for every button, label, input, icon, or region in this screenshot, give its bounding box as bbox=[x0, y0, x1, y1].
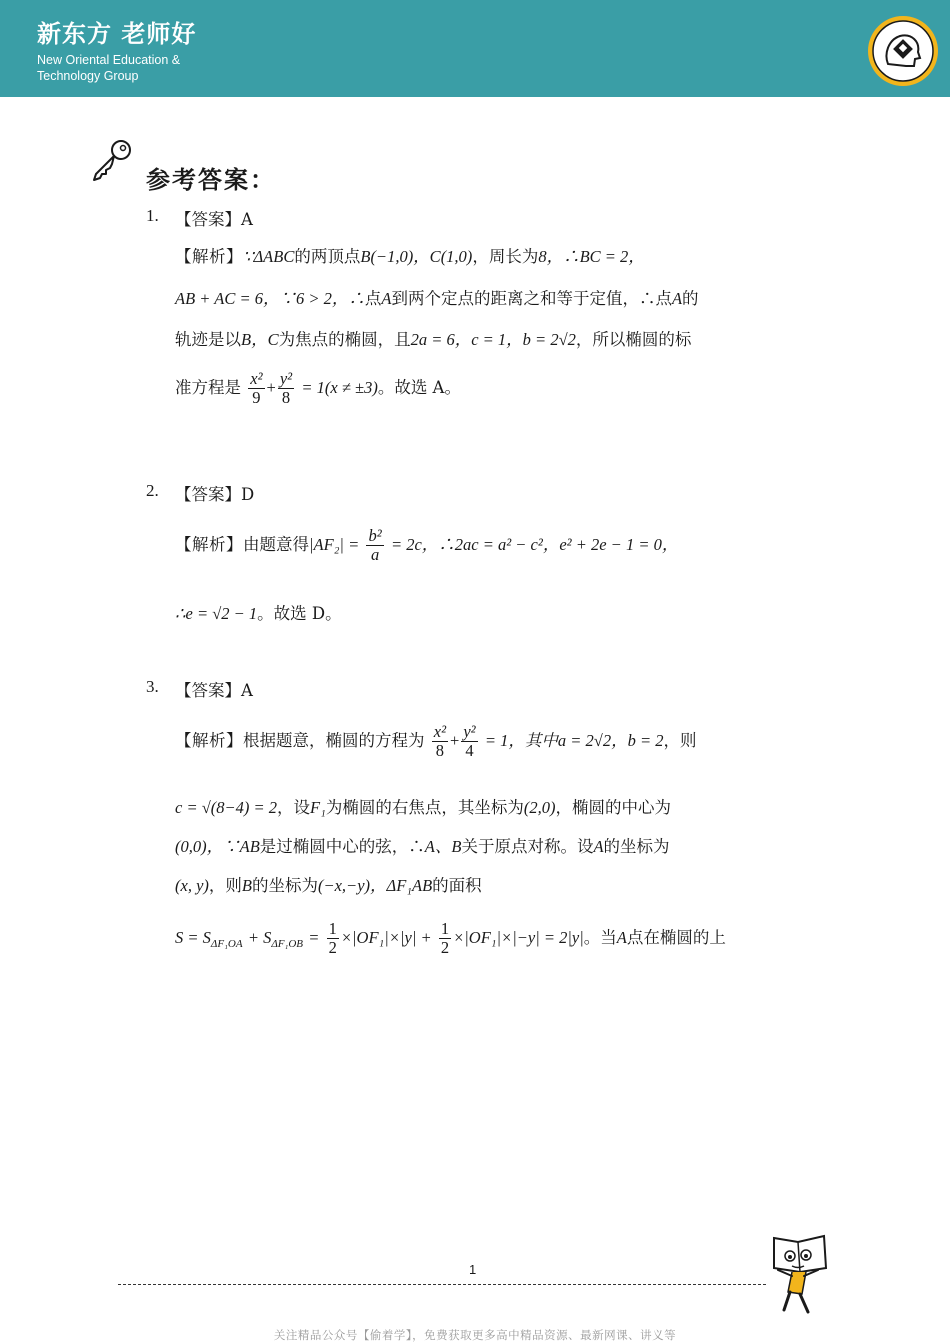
fraction bbox=[248, 370, 264, 407]
analysis-line-3 bbox=[175, 326, 691, 350]
fraction-numerator: 1 bbox=[440, 919, 450, 938]
math-expr: (−x,−y)，ΔF₁AB bbox=[317, 876, 433, 895]
math-expr: c = √(8−4) = 2 bbox=[175, 798, 278, 817]
fraction bbox=[278, 370, 294, 407]
math-expr: ×|OF₁|×|−y| = 2|y| bbox=[453, 928, 584, 947]
fraction-denominator: a bbox=[370, 545, 380, 564]
text: 点在椭圆的上 bbox=[626, 928, 726, 947]
math-expr: A、B bbox=[424, 837, 462, 856]
brand-subtitle bbox=[37, 52, 217, 84]
math-expr: ∴e = √2 − 1 bbox=[175, 604, 258, 623]
page-number: 1 bbox=[469, 1262, 477, 1277]
text: 的两顶点 bbox=[294, 247, 361, 266]
subscript: ΔF₁OB bbox=[271, 938, 303, 950]
text: 的 bbox=[682, 289, 699, 308]
text: 。当 bbox=[583, 928, 617, 947]
math-expr: B(−1,0)，C(1,0) bbox=[360, 247, 473, 266]
fraction-numerator: y² bbox=[463, 722, 476, 741]
text: 由题意得 bbox=[243, 535, 309, 554]
question-number: 2. bbox=[146, 481, 159, 500]
math-expr: A bbox=[616, 928, 627, 947]
text: 点 bbox=[364, 289, 382, 308]
math-expr: = 2c，∴2ac = a² − c²，e² + 2e − 1 = 0， bbox=[390, 535, 679, 554]
fraction bbox=[432, 723, 448, 760]
text: 是过椭圆中心的弦，∴ bbox=[259, 837, 425, 856]
text: ，椭圆的中心为 bbox=[555, 798, 671, 817]
fraction-numerator: x² bbox=[250, 369, 263, 388]
key-icon bbox=[90, 136, 136, 182]
fraction-denominator: 8 bbox=[281, 388, 291, 407]
math-expr: A bbox=[671, 289, 683, 308]
fraction bbox=[461, 723, 477, 760]
math-expr: 8，∴BC = 2， bbox=[538, 247, 645, 266]
fraction-numerator: y² bbox=[279, 369, 293, 388]
math-expr: A bbox=[593, 837, 604, 856]
fraction bbox=[366, 527, 383, 564]
analysis-line-4 bbox=[175, 872, 482, 896]
analysis-label: 【解析】 bbox=[175, 731, 243, 750]
header-bar bbox=[0, 0, 950, 97]
math-expr: ×|OF₁|×|y| + bbox=[340, 928, 432, 947]
math-expr: F₁ bbox=[310, 798, 326, 817]
text: 关于原点对称。设 bbox=[461, 837, 594, 856]
brand-subtitle-line1: New Oriental Education & bbox=[37, 53, 181, 67]
math-expr: a = 2√2，b = 2 bbox=[557, 731, 664, 750]
math-expr: B bbox=[241, 876, 252, 895]
footer-text: 关注精品公众号【偷着学】，免费获取更多高中精品资源、最新网课、讲义等 bbox=[273, 1328, 677, 1342]
math-expr: B，C bbox=[241, 330, 279, 349]
answer-line: 【答案】D bbox=[175, 485, 255, 504]
math-expr: (2,0) bbox=[523, 798, 556, 817]
analysis-line-1: 【解析】根据题意，椭圆的方程为 $\frac{\text{x²}}{8}$ + $\frac{\text{y²}}{4}$ = 1，其中a = 2√2，b = 2，则 bbox=[175, 722, 697, 760]
math-expr: 2a = 6，c = 1，b = 2√2 bbox=[410, 330, 576, 349]
fraction-numerator: 1 bbox=[328, 919, 337, 938]
text: 。故选 D。 bbox=[257, 604, 342, 623]
analysis-label: 【解析】 bbox=[175, 247, 243, 266]
brand-title: 新东方 老师好 bbox=[37, 20, 197, 48]
answer-line: 【答案】A bbox=[175, 681, 253, 700]
text: ，则 bbox=[208, 876, 242, 895]
text: 根据题意，椭圆的方程为 bbox=[243, 731, 425, 750]
analysis-line-2 bbox=[175, 794, 671, 818]
fraction bbox=[439, 920, 451, 957]
text: 为焦点的椭圆，且 bbox=[278, 330, 411, 349]
analysis-line-4: 准方程是 $\frac{\text{x²}}{9}$ + $\frac{\text{y²}}{8}$ = 1(x ≠ ±3)。故选 A。 bbox=[175, 369, 461, 407]
math-expr: |AF₂| = bbox=[309, 535, 360, 554]
footer-divider bbox=[118, 1284, 766, 1285]
math-expr: = 1(x ≠ ±3) bbox=[301, 378, 378, 397]
fraction-denominator: 2 bbox=[440, 938, 450, 957]
text: 。故选 A。 bbox=[377, 378, 461, 397]
fraction-denominator: 4 bbox=[465, 741, 474, 760]
text: ，周长为 bbox=[472, 247, 539, 266]
math-expr: (x, y) bbox=[175, 876, 209, 895]
math-expr: + S bbox=[247, 928, 272, 947]
analysis-line-5 bbox=[175, 920, 726, 957]
analysis-line-2 bbox=[175, 600, 342, 624]
text: ，设 bbox=[277, 798, 311, 817]
math-expr: = bbox=[308, 928, 320, 947]
fraction-denominator: 9 bbox=[252, 388, 261, 407]
analysis-line-2 bbox=[175, 285, 699, 309]
new-oriental-logo-icon bbox=[868, 16, 938, 86]
mascot-reading-icon bbox=[766, 1230, 832, 1316]
answer-line: 【答案】A bbox=[175, 210, 253, 229]
text: 的坐标为 bbox=[603, 837, 670, 856]
fraction-denominator: 8 bbox=[435, 741, 445, 760]
fraction-numerator: b² bbox=[368, 526, 382, 545]
fraction bbox=[327, 920, 339, 957]
text: 轨迹是以 bbox=[175, 330, 241, 349]
section-title: 参考答案： bbox=[146, 166, 276, 194]
fraction-denominator: 2 bbox=[328, 938, 337, 957]
fraction-numerator: x² bbox=[433, 722, 447, 741]
text: 准方程是 bbox=[175, 378, 241, 397]
math-expr: (0,0)，∵AB bbox=[175, 837, 260, 856]
brand-subtitle-line2: Technology Group bbox=[37, 69, 139, 83]
subscript: ΔF₁OA bbox=[210, 938, 243, 950]
text: 的坐标为 bbox=[251, 876, 318, 895]
analysis-label: 【解析】 bbox=[175, 535, 243, 554]
math-expr: ∵ΔABC bbox=[243, 247, 295, 266]
question-number: 3. bbox=[146, 677, 159, 696]
text: 到两个定点的距离之和等于定值，∴点 bbox=[391, 289, 672, 308]
analysis-line-3 bbox=[175, 833, 670, 857]
text: ，所以椭圆的标 bbox=[575, 330, 692, 349]
text: 的面积 bbox=[432, 876, 482, 895]
text: 为椭圆的右焦点，其坐标为 bbox=[325, 798, 524, 817]
math-expr: S = S bbox=[175, 928, 211, 947]
analysis-line-1 bbox=[175, 243, 645, 267]
text: ，则 bbox=[663, 731, 697, 750]
math-expr: AB + AC = 6，∵6 > 2，∴ bbox=[175, 289, 365, 308]
math-expr: = 1，其中 bbox=[484, 731, 558, 750]
analysis-line-1 bbox=[175, 527, 678, 564]
question-number: 1. bbox=[146, 206, 159, 225]
math-expr: A bbox=[381, 289, 392, 308]
